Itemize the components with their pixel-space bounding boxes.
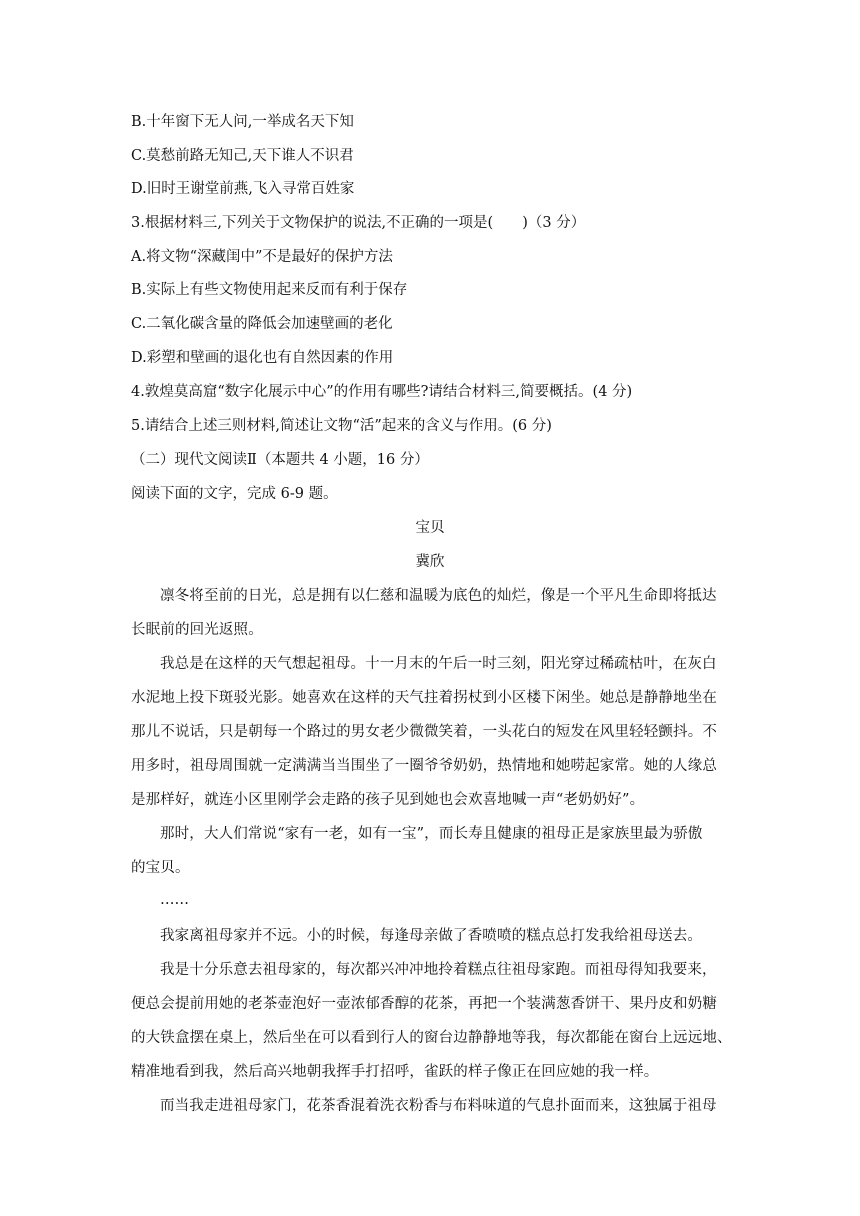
article-title: 宝贝 [415,520,445,536]
q3-option-a: A.将文物“深藏闺中”不是最好的保护方法 [131,249,393,265]
paragraph-5-line-2: 便总会提前用她的老茶壶泡好一壶浓郁香醇的花茶，再把一个装满葱香饼干、果丹皮和奶糖 [131,996,717,1012]
q3-option-d: D.彩塑和壁画的退化也有自然因素的作用 [131,350,394,366]
paragraph-5-line-1: 我是十分乐意去祖母家的，每次都兴冲冲地拎着糕点往祖母家跑。而祖母得知我要来， [160,962,717,978]
q4-stem: 4.敦煌莫高窟“数字化展示中心”的作用有哪些?请结合材料三,简要概括。(4 分) [131,384,633,400]
q3-option-b: B.实际上有些文物使用起来反而有利于保存 [131,282,408,298]
q5-stem: 5.请结合上述三则材料,简述让文物“活”起来的含义与作用。(6 分) [131,418,552,434]
q2-option-c: C.莫愁前路无知己,天下谁人不识君 [131,148,354,164]
section-heading: （二）现代文阅读Ⅱ（本题共 4 小题，16 分） [131,452,429,468]
paragraph-2-line-1: 我总是在这样的天气想起祖母。十一月末的午后一时三刻，阳光穿过稀疏枯叶，在灰白 [160,656,717,672]
paragraph-2-line-3: 那儿不说话，只是朝每一个路过的男女老少微微笑着，一头花白的短发在风里轻轻颤抖。不 [131,724,717,740]
paragraph-1-line-2: 长眠前的回光返照。 [131,622,263,638]
paragraph-2-line-5: 是那样好，就连小区里刚学会走路的孩子见到她也会欢喜地喊一声“老奶奶好”。 [131,792,645,808]
ellipsis: …… [160,892,189,908]
paragraph-1-line-1: 凛冬将至前的日光，总是拥有以仁慈和温暖为底色的灿烂，像是一个平凡生命即将抵达 [160,588,717,604]
q2-option-d: D.旧时王谢堂前燕,飞入寻常百姓家 [131,181,355,197]
paragraph-3-line-2: 的宝贝。 [131,860,190,876]
paragraph-3-line-1: 那时，大人们常说“家有一老，如有一宝”，而长寿且健康的祖母正是家族里最为骄傲 [160,826,703,842]
article-author: 冀欣 [415,554,445,570]
paragraph-5-line-4: 精准地看到我，然后高兴地朝我挥手打招呼，雀跃的样子像正在回应她的我一样。 [131,1064,659,1080]
q2-option-b: B.十年窗下无人问,一举成名天下知 [131,114,354,130]
paragraph-4-line-1: 我家离祖母家并不远。小的时候，每逢母亲做了香喷喷的糕点总打发我给祖母送去。 [160,928,703,944]
paragraph-2-line-4: 用多时，祖母周围就一定满满当当围坐了一圈爷爷奶奶，热情地和她唠起家常。她的人缘总 [131,758,717,774]
paragraph-5-line-3: 的大铁盒摆在桌上，然后坐在可以看到行人的窗台边静静地等我，每次都能在窗台上远远地、 [131,1030,732,1046]
q3-option-c: C.二氧化碳含量的降低会加速壁画的老化 [131,316,393,332]
paragraph-2-line-2: 水泥地上投下斑驳光影。她喜欢在这样的天气拄着拐杖到小区楼下闲坐。她总是静静地坐在 [131,690,717,706]
q3-stem: 3.根据材料三,下列关于文物保护的说法,不正确的一项是( )（3 分） [131,215,586,231]
section-instruction: 阅读下面的文字，完成 6-9 题。 [131,486,338,502]
paragraph-6-line-1: 而当我走进祖母家门，花茶香混着洗衣粉香与布料味道的气息扑面而来，这独属于祖母 [160,1098,717,1114]
